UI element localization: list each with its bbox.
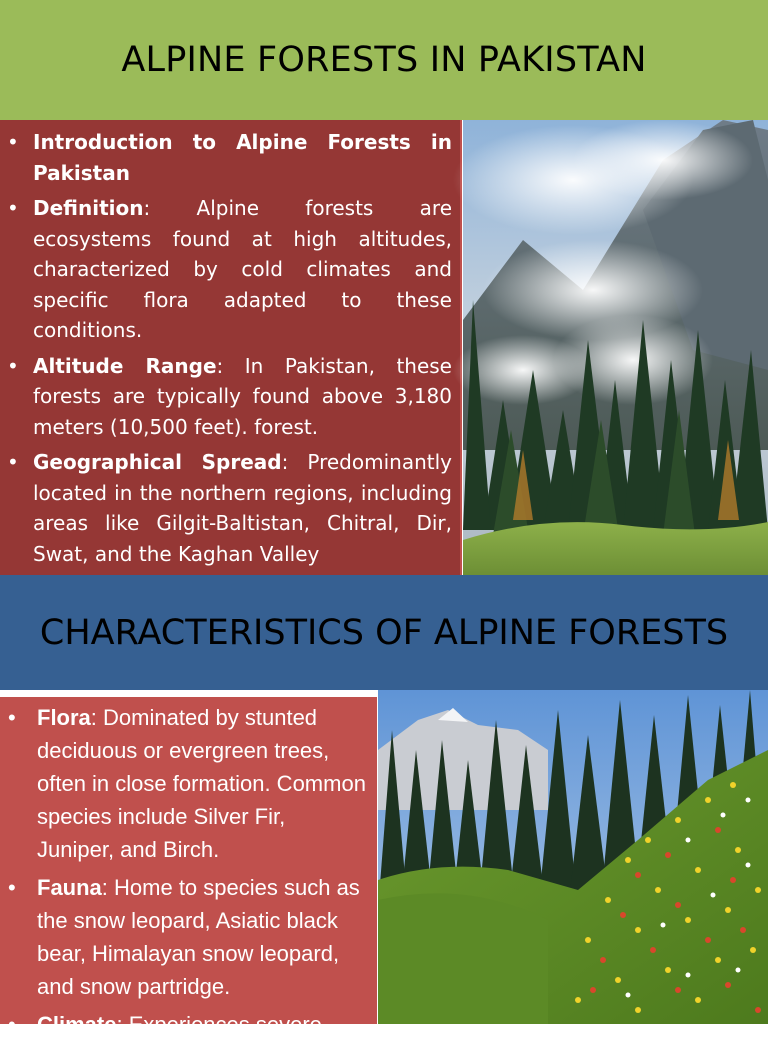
slide2-text-panel xyxy=(0,697,377,1037)
bullet-text: : Predominantly located in the northern regions, including areas like Gilgit-Baltistan, Chitral, Dir, Swat, and the Kaghan Valley xyxy=(33,450,452,566)
bullet-icon: • xyxy=(7,130,19,154)
bullet-icon: • xyxy=(7,353,19,378)
slide2-title-bar xyxy=(0,575,768,690)
bullet-text: : Experiences severe xyxy=(116,1012,322,1037)
bullet-text: : In Pakistan, these forests are typically found above 3,180 meters (10,500 feet). forest. xyxy=(33,353,452,439)
mountain-forest-photo xyxy=(463,120,768,575)
bullet-label: Altitude Range xyxy=(33,353,217,378)
bullet-icon: • xyxy=(8,875,16,900)
bullet-text: : Alpine forests are ecosystems found at high altitudes, characterized by cold climates and specific flora adapted to these conditions. xyxy=(33,196,452,342)
slide2-bullet-list xyxy=(0,697,377,1041)
bullet-icon: • xyxy=(8,705,16,730)
bullet-label: Introduction to Alpine Forests in Pakistan xyxy=(33,130,452,185)
bullet-icon: • xyxy=(7,450,19,474)
bullet-label: Fauna xyxy=(37,875,102,900)
bullet-icon: • xyxy=(7,196,19,220)
slide1-text-panel xyxy=(0,120,462,575)
bullet-icon: • xyxy=(8,1012,16,1037)
bullet-label: Definition xyxy=(33,196,144,220)
list-item xyxy=(0,193,452,346)
slide2-title: CHARACTERISTICS OF ALPINE FORESTS xyxy=(39,612,729,653)
alpine-meadow-photo xyxy=(378,690,768,1024)
list-item xyxy=(0,871,367,1003)
slide1-title-bar xyxy=(0,0,768,120)
list-item xyxy=(0,1008,367,1041)
slide1-bullet-list xyxy=(0,120,460,569)
bullet-text: : Dominated by stunted deciduous or evergreen trees, often in close formation. Common species include Silver Fir, Juniper, and Birch. xyxy=(37,705,366,862)
list-item xyxy=(0,127,452,188)
list-item xyxy=(0,351,452,443)
list-item xyxy=(0,447,452,569)
bullet-label: Climate xyxy=(37,1012,117,1037)
list-item xyxy=(0,701,367,866)
slide1-title: ALPINE FORESTS IN PAKISTAN xyxy=(121,40,647,80)
bullet-text: : Home to species such as the snow leopard, Asiatic black bear, Himalayan snow leopard, and snow partridge. xyxy=(37,875,360,999)
bullet-label: Flora xyxy=(37,705,91,730)
bullet-label: Geographical Spread xyxy=(33,450,282,474)
